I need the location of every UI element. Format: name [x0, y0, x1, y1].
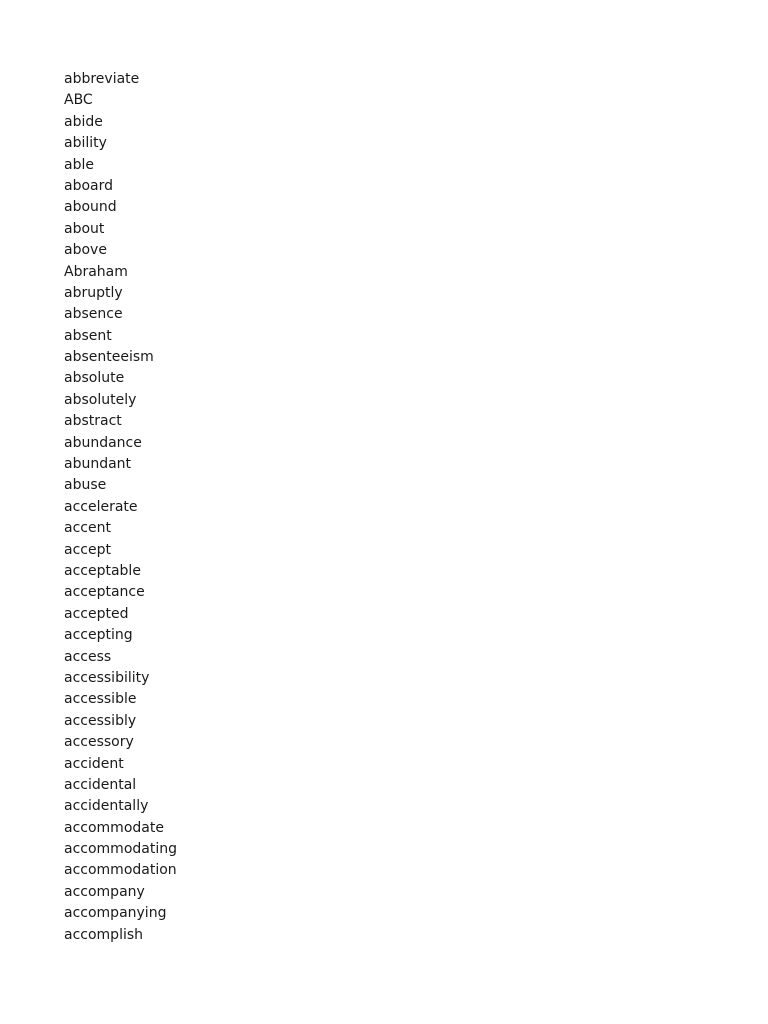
word-item: accidental [64, 776, 137, 793]
word-item: absolute [64, 370, 125, 387]
word-item: accommodation [64, 862, 177, 879]
word-item: accepted [64, 605, 129, 622]
word-item: accidentally [64, 798, 149, 815]
word-item: accessibly [64, 712, 137, 729]
word-item: accompany [64, 883, 145, 900]
word-item: absence [64, 306, 123, 323]
word-item: abstract [64, 413, 122, 430]
word-item: accept [64, 541, 111, 558]
word-item: accompanying [64, 905, 167, 922]
word-item: ABC [64, 92, 93, 109]
word-item: accommodating [64, 841, 177, 858]
word-item: accommodate [64, 819, 164, 836]
word-item: accessibility [64, 669, 150, 686]
word-item: abundance [64, 434, 142, 451]
word-item: accident [64, 755, 124, 772]
word-item: acceptance [64, 584, 145, 601]
word-item: accessory [64, 734, 134, 751]
word-item: abbreviate [64, 71, 140, 87]
word-item: accelerate [64, 498, 138, 515]
word-item: abound [64, 199, 117, 216]
word-item: accessible [64, 691, 137, 708]
word-item: abruptly [64, 284, 123, 301]
word-item: access [64, 648, 112, 665]
word-item: accent [64, 520, 111, 537]
word-item: accepting [64, 627, 133, 644]
word-item: absenteeism [64, 349, 154, 366]
word-item: abundant [64, 456, 132, 473]
word-item: abuse [64, 477, 107, 494]
word-item: absolutely [64, 391, 137, 408]
word-item: aboard [64, 177, 114, 194]
word-item: accomplish [64, 926, 144, 943]
word-list [64, 69, 177, 946]
word-item: Abraham [64, 263, 128, 280]
word-item: abide [64, 113, 103, 130]
word-item: absent [64, 327, 112, 344]
word-item: about [64, 220, 105, 237]
word-item: able [64, 156, 94, 173]
word-item: ability [64, 135, 107, 152]
word-item: above [64, 242, 107, 259]
word-item: acceptable [64, 562, 141, 579]
